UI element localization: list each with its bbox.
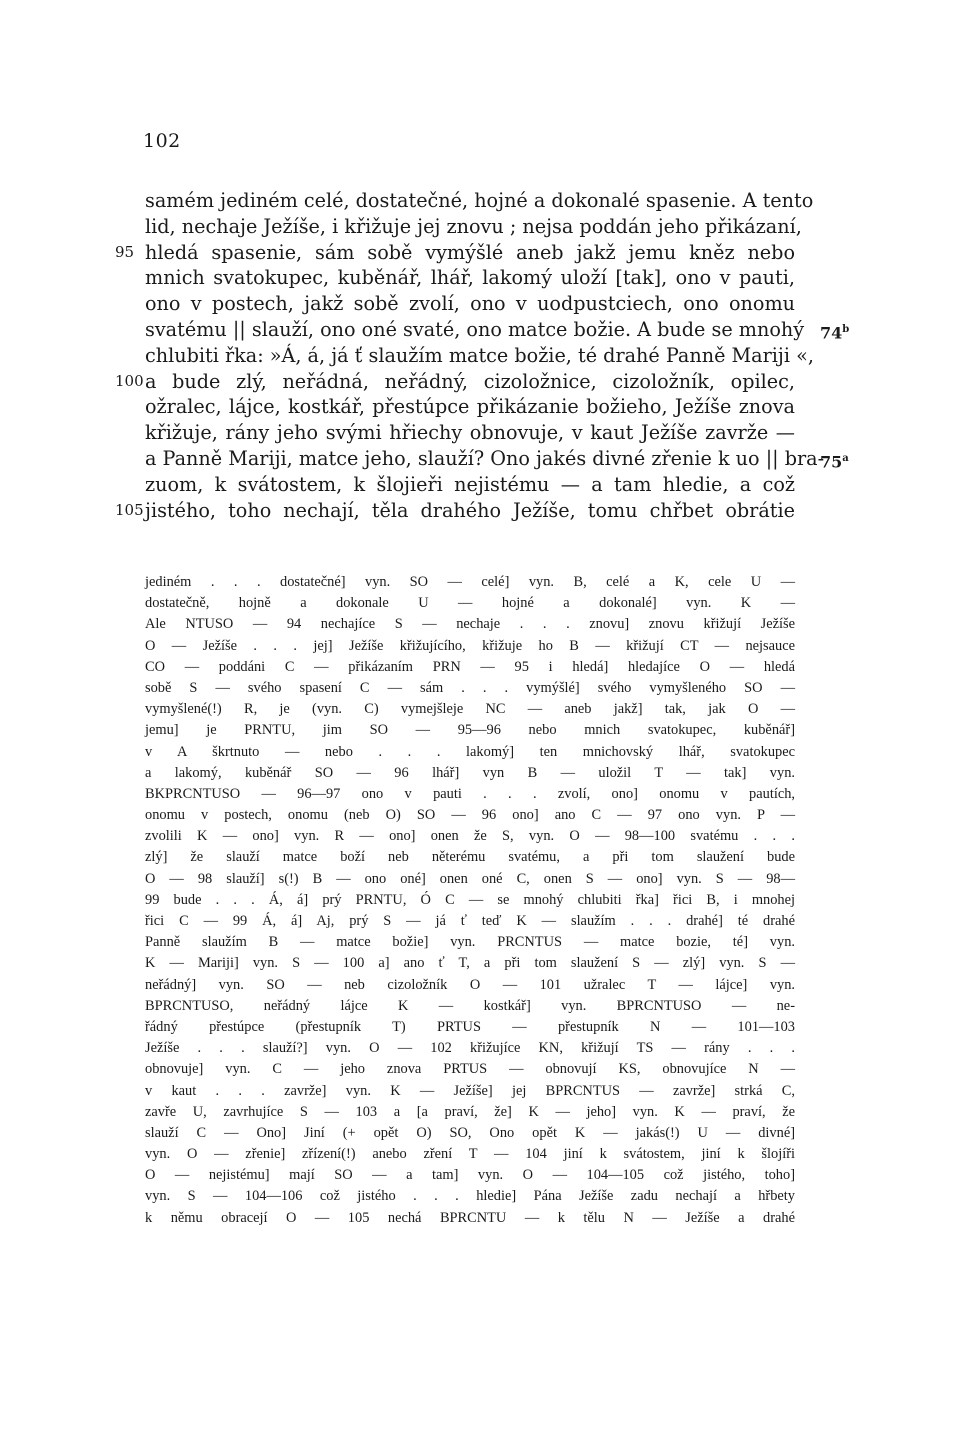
apparatus-line: jemu] je PRNTU, jim SO — 95—96 nebo mnich svatokupec, kuběnář] [145,722,795,739]
apparatus-line: v kaut . . . zavrže] vyn. K — Ježíše] jej BPRCNTUS — zavrže] strká C, [145,1082,795,1099]
line-text: hledá spasenie, sám sobě vymýšlé aneb jakž jemu kněz nebo [145,240,795,264]
text-line [145,265,795,291]
text-line [115,498,795,524]
line-text: mnich svatokupec, kuběnář, lhář, lakomý uloží [tak], ono v pauti, [145,266,795,290]
apparatus-line: O — Ježíše . . . jej] Ježíše křižujícího, křižuje ho B — křižují CT — nejsauce [145,637,795,654]
folio-side: b [842,323,850,335]
line-text: zuom, k svátostem, k šlojieři nejistému — a tam hledie, a což [145,472,795,496]
line-text: lid, nechaje Ježíše, i křižuje jej znovu ; nejsa poddán jeho přikázaní, [145,214,802,238]
text-line [145,317,850,343]
apparatus-line: CO — poddáni C — přikázaním PRN — 95 i hledá] hledajíce O — hledá [145,658,795,675]
apparatus-line: vymyšlené(!) R, je (vyn. C) vymejšleje NC — aneb jakž] tak, jak O — [145,701,795,718]
apparatus-line: Ale NTUSO — 94 nechajíce S — nechaje . . . znovu] znovu křižují Ježíše [145,616,795,633]
apparatus-line: jediném . . . dostatečné] vyn. SO — celé] vyn. B, celé a K, cele U — [145,574,795,590]
apparatus-line: BKPRCNTUSO — 96—97 ono v pauti . . . zvolí, ono] onomu v pautích, [145,785,795,802]
text-line [145,343,814,369]
apparatus-line: slauží C — Ono] Jiní (+ opět O) SO, Ono opět K — jakás(!) U — divné] [145,1124,795,1141]
apparatus-line: dostatečně, hojně a dokonale U — hojné a dokonalé] vyn. K — [145,595,795,612]
apparatus-line: řádný přestúpce (přestupník T) PRTUS — přestupník N — 101—103 [145,1018,795,1035]
apparatus-line: O — nejistému] mají SO — a tam] vyn. O — 104—105 což jistého, toho] [145,1167,795,1184]
apparatus-line: Ježíše . . . slauží?] vyn. O — 102 křižujíce KN, křižují TS — rány . . . [145,1040,795,1057]
apparatus-line: neřádný] vyn. SO — neb cizoložník O — 101 užralec T — lájce] vyn. [145,976,795,993]
text-line [115,369,795,395]
line-text: jistého, toho nechají, těla drahého Ježíše, tomu chřbet obrátie [145,498,795,522]
line-text: křižuje, rány jeho svými hřiechy obnovuje, v kaut Ježíše zavrže — [145,421,795,445]
apparatus-line: zlý] že slauží matce boží neb něterému svatému, a při tom slaužení bude [145,849,795,866]
apparatus-line: sobě S — svého spasení C — sám . . . vymýšlé] svého vymyšleného SO — [145,679,795,696]
line-text: chlubiti řka: »Á, á, já ť slaužím matce božie, té drahé Panně Mariji «, [145,343,814,367]
text-line [145,394,795,420]
apparatus-line: vyn. S — 104—106 což jistého . . . hledie] Pána Ježíše zadu nechají a hřbety [145,1188,795,1205]
line-number: 95 [115,242,135,261]
apparatus-line: řici C — 99 Á, á] Aj, prý S — já ť teď K — slaužím . . . drahé] té drahé [145,913,795,929]
apparatus-line: Panně slaužím B — matce božie] vyn. PRCNTUS — matce bozie, té] vyn. [145,934,795,951]
line-text: a bude zlý, neřádná, neřádný, cizoložnice, cizoložník, opilec, [145,369,795,393]
line-text: ono v postech, jakž sobě zvolí, ono v uodpustciech, ono onomu [145,292,795,316]
text-line [145,420,795,446]
critical-apparatus [145,572,795,1229]
text-line [145,214,802,240]
main-text [115,188,850,523]
text-line [145,446,849,472]
text-line [115,240,795,266]
apparatus-line: onomu v postech, onomu (neb O) SO — 96 ono] ano C — 97 ono vyn. P — [145,807,795,824]
line-text: samém jediném celé, dostatečné, hojné a dokonalé spasenie. A tento [145,189,814,212]
apparatus-line: zavře U, zavrhujíce S — 103 a [a praví, že] K — jeho] vyn. K — praví, že [145,1103,795,1120]
apparatus-line: O — 98 slauží] s(!) B — ono oné] onen oné C, onen S — ono] vyn. S — 98— [145,870,795,887]
text-line [145,291,795,317]
text-line [145,472,795,498]
apparatus-line: k němu obracejí O — 105 nechá BPRCNTU — k tělu N — Ježíše a drahé [145,1209,795,1226]
folio-number: 75 [820,452,843,472]
folio-reference [820,317,849,346]
apparatus-line: BPRCNTUSO, neřádný lájce K — kostkář] vyn. BPRCNTUSO — ne- [145,997,795,1014]
apparatus-line: a lakomý, kuběnář SO — 96 lhář] vyn B — uložil T — tak] vyn. [145,764,795,781]
line-text: a Panně Mariji, matce jeho, slauží? Ono jakés divné zřenie k uo || bra- [145,446,825,470]
page-number: 102 [143,130,181,152]
folio-number: 74 [820,323,843,343]
apparatus-line: obnovuje] vyn. C — jeho znova PRTUS — obnovují KS, obnovujíce N — [145,1061,795,1078]
apparatus-line: K — Mariji] vyn. S — 100 a] ano ť T, a při tom slaužení S — zlý] vyn. S — [145,955,795,972]
line-number: 100 [115,371,144,390]
text-line [145,188,814,214]
line-number: 105 [115,500,144,519]
apparatus-line: vyn. O — zřenie] zřízení(!) anebo zření T — 104 jiní k svátostem, jiní k šlojíři [145,1146,795,1163]
apparatus-line: zvolili K — ono] vyn. R — ono] onen že S, vyn. O — 98—100 svatému . . . [145,828,795,845]
line-text: ožralec, lájce, kostkář, přestúpce přikázanie božieho, Ježíše znova [145,395,795,419]
apparatus-line: 99 bude . . . Á, á] prý PRNTU, Ó C — se mnohý chlubiti řka] řici B, i mnohej [145,891,795,908]
apparatus-line: v A škrtnuto — nebo . . . lakomý] ten mnichovský lhář, svatokupec [145,743,795,760]
folio-reference [820,446,849,475]
folio-side: a [842,452,849,464]
line-text: svatému || slauží, ono oné svaté, ono matce božie. A bude se mnohý [145,317,805,341]
